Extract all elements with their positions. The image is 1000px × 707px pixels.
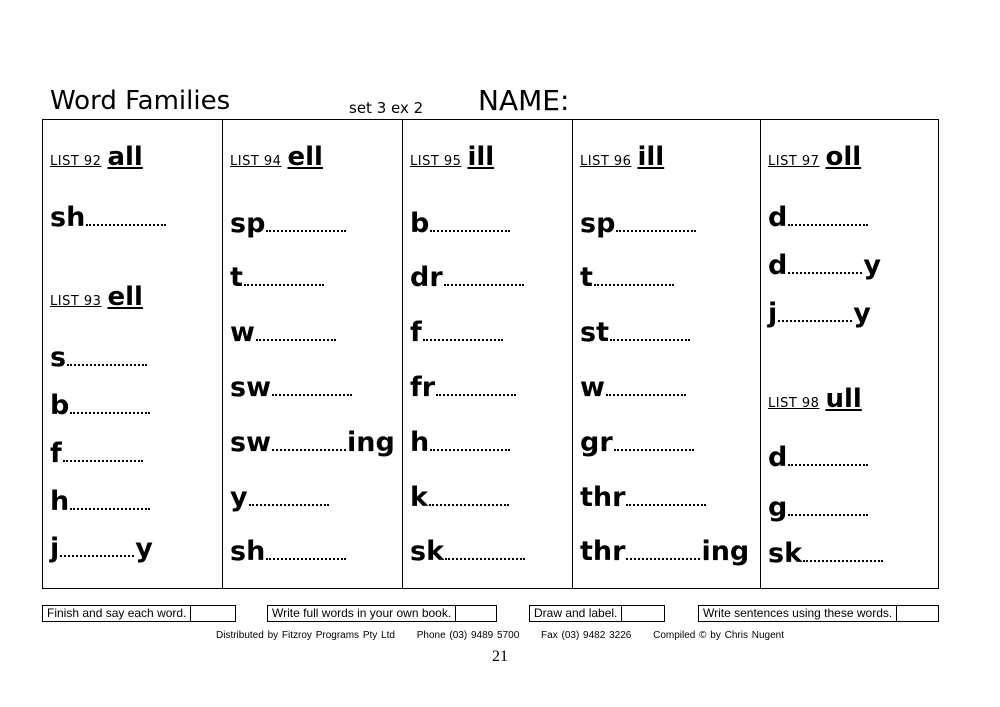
fill-in-dots xyxy=(266,228,346,232)
task-box-3 xyxy=(529,605,665,622)
fill-in-dots xyxy=(778,318,852,322)
credits-line xyxy=(0,630,1000,641)
fill-in-dots xyxy=(70,410,150,414)
fill-in-dots xyxy=(429,502,509,506)
word-start: sw xyxy=(230,427,272,458)
fill-in-dots xyxy=(63,458,143,462)
word-start: f xyxy=(50,438,62,469)
word-blank xyxy=(410,536,526,567)
word-blank xyxy=(410,427,511,458)
fill-in-dots xyxy=(86,222,166,226)
word-family: ill xyxy=(467,142,495,172)
word-blank xyxy=(230,482,330,513)
fill-in-dots xyxy=(788,512,868,516)
word-start: j xyxy=(50,533,60,564)
list-number: LIST 96 xyxy=(580,154,632,169)
word-blank xyxy=(580,536,749,567)
list-number: LIST 94 xyxy=(230,154,282,169)
word-blank xyxy=(230,427,395,458)
word-start: y xyxy=(230,482,248,513)
fill-in-dots xyxy=(445,556,525,560)
word-start: t xyxy=(230,262,243,293)
fill-in-dots xyxy=(430,228,510,232)
word-end: y xyxy=(863,250,881,281)
name-label: NAME: xyxy=(478,84,570,117)
column-5 xyxy=(760,120,941,588)
word-family: all xyxy=(107,142,143,172)
page-number: 21 xyxy=(492,648,508,665)
word-family-grid xyxy=(42,119,939,589)
word-start: h xyxy=(410,427,430,458)
word-blank xyxy=(768,202,869,233)
word-blank xyxy=(230,536,347,567)
task-box-1 xyxy=(42,605,236,622)
word-start: sk xyxy=(768,538,803,569)
fill-in-dots xyxy=(788,462,868,466)
list-number: LIST 98 xyxy=(768,396,820,411)
word-start: d xyxy=(768,202,788,233)
word-end: ing xyxy=(347,427,395,458)
word-family: ell xyxy=(107,282,143,312)
task-box-4 xyxy=(698,605,939,622)
word-blank xyxy=(230,372,353,403)
word-blank xyxy=(410,317,504,348)
word-family: ill xyxy=(637,142,665,172)
word-start: sh xyxy=(230,536,266,567)
fill-in-dots xyxy=(244,282,324,286)
word-start: sh xyxy=(50,202,86,233)
fill-in-dots xyxy=(626,556,700,560)
fill-in-dots xyxy=(249,502,329,506)
word-blank xyxy=(50,390,151,421)
column-4 xyxy=(572,120,761,588)
word-blank xyxy=(230,317,337,348)
fill-in-dots xyxy=(594,282,674,286)
fill-in-dots xyxy=(444,282,524,286)
word-blank xyxy=(768,442,869,473)
fill-in-dots xyxy=(606,392,686,396)
word-start: s xyxy=(50,342,67,373)
task-label-1: Finish and say each word. xyxy=(43,606,191,621)
fill-in-dots xyxy=(788,270,862,274)
word-start: thr xyxy=(580,536,626,567)
fill-in-dots xyxy=(803,558,883,562)
list-number: LIST 97 xyxy=(768,154,820,169)
word-blank xyxy=(580,317,691,348)
word-start: sk xyxy=(410,536,445,567)
fill-in-dots xyxy=(67,362,147,366)
word-blank xyxy=(580,427,695,458)
fill-in-dots xyxy=(616,228,696,232)
fill-in-dots xyxy=(614,447,694,451)
task-label-2: Write full words in your own book. xyxy=(268,606,456,621)
fill-in-dots xyxy=(626,502,706,506)
fill-in-dots xyxy=(788,222,868,226)
fill-in-dots xyxy=(272,392,352,396)
word-family: ell xyxy=(287,142,323,172)
word-start: fr xyxy=(410,372,436,403)
list-heading xyxy=(768,142,861,172)
fill-in-dots xyxy=(423,337,503,341)
fill-in-dots xyxy=(256,337,336,341)
word-blank xyxy=(580,208,697,239)
word-start: h xyxy=(50,486,70,517)
phone-text: Phone (03) 9489 5700 xyxy=(416,630,520,641)
word-blank xyxy=(410,482,510,513)
distributor-text: Distributed by Fitzroy Programs Pty Ltd xyxy=(216,630,395,641)
word-blank xyxy=(410,208,511,239)
column-2 xyxy=(222,120,403,588)
word-start: f xyxy=(410,317,422,348)
word-blank xyxy=(50,533,153,564)
fill-in-dots xyxy=(610,337,690,341)
word-end: y xyxy=(853,298,871,329)
word-blank xyxy=(580,372,687,403)
list-heading xyxy=(410,142,494,172)
word-start: b xyxy=(50,390,70,421)
word-blank xyxy=(50,202,167,233)
fill-in-dots xyxy=(70,506,150,510)
word-blank xyxy=(580,262,675,293)
word-start: thr xyxy=(580,482,626,513)
word-start: sp xyxy=(580,208,616,239)
word-start: w xyxy=(230,317,255,348)
word-blank xyxy=(580,482,707,513)
compiled-text: Compiled © by Chris Nugent xyxy=(653,630,784,641)
fill-in-dots xyxy=(272,447,346,451)
list-heading xyxy=(230,142,323,172)
list-heading xyxy=(768,384,862,414)
word-start: sp xyxy=(230,208,266,239)
word-blank xyxy=(410,262,525,293)
list-number: LIST 92 xyxy=(50,154,102,169)
word-blank xyxy=(768,492,869,523)
fill-in-dots xyxy=(266,556,346,560)
list-heading xyxy=(580,142,664,172)
column-1 xyxy=(43,120,222,588)
list-heading xyxy=(50,142,143,172)
word-blank xyxy=(50,342,148,373)
word-blank xyxy=(50,486,151,517)
list-number: LIST 95 xyxy=(410,154,462,169)
word-start: t xyxy=(580,262,593,293)
word-start: dr xyxy=(410,262,443,293)
word-start: gr xyxy=(580,427,613,458)
task-label-3: Draw and label. xyxy=(530,606,622,621)
worksheet-subtitle: set 3 ex 2 xyxy=(349,99,424,117)
fax-text: Fax (03) 9482 3226 xyxy=(541,630,632,641)
word-end: y xyxy=(135,533,153,564)
word-start: st xyxy=(580,317,609,348)
task-box-2 xyxy=(267,605,497,622)
word-start: d xyxy=(768,442,788,473)
fill-in-dots xyxy=(436,392,516,396)
word-blank xyxy=(230,262,325,293)
column-3 xyxy=(402,120,573,588)
word-blank xyxy=(410,372,517,403)
task-label-4: Write sentences using these words. xyxy=(699,606,897,621)
word-start: g xyxy=(768,492,788,523)
word-start: j xyxy=(768,298,778,329)
word-blank xyxy=(768,298,871,329)
word-start: b xyxy=(410,208,430,239)
word-family: ull xyxy=(825,384,862,414)
word-start: d xyxy=(768,250,788,281)
word-start: w xyxy=(580,372,605,403)
word-blank xyxy=(50,438,144,469)
fill-in-dots xyxy=(60,553,134,557)
list-number: LIST 93 xyxy=(50,294,102,309)
word-blank xyxy=(230,208,347,239)
word-start: sw xyxy=(230,372,272,403)
word-family: oll xyxy=(825,142,862,172)
list-heading xyxy=(50,282,143,312)
word-end: ing xyxy=(701,536,750,567)
word-blank xyxy=(768,250,881,281)
fill-in-dots xyxy=(430,447,510,451)
worksheet-title: Word Families xyxy=(50,86,231,116)
word-blank xyxy=(768,538,884,569)
word-start: k xyxy=(410,482,428,513)
